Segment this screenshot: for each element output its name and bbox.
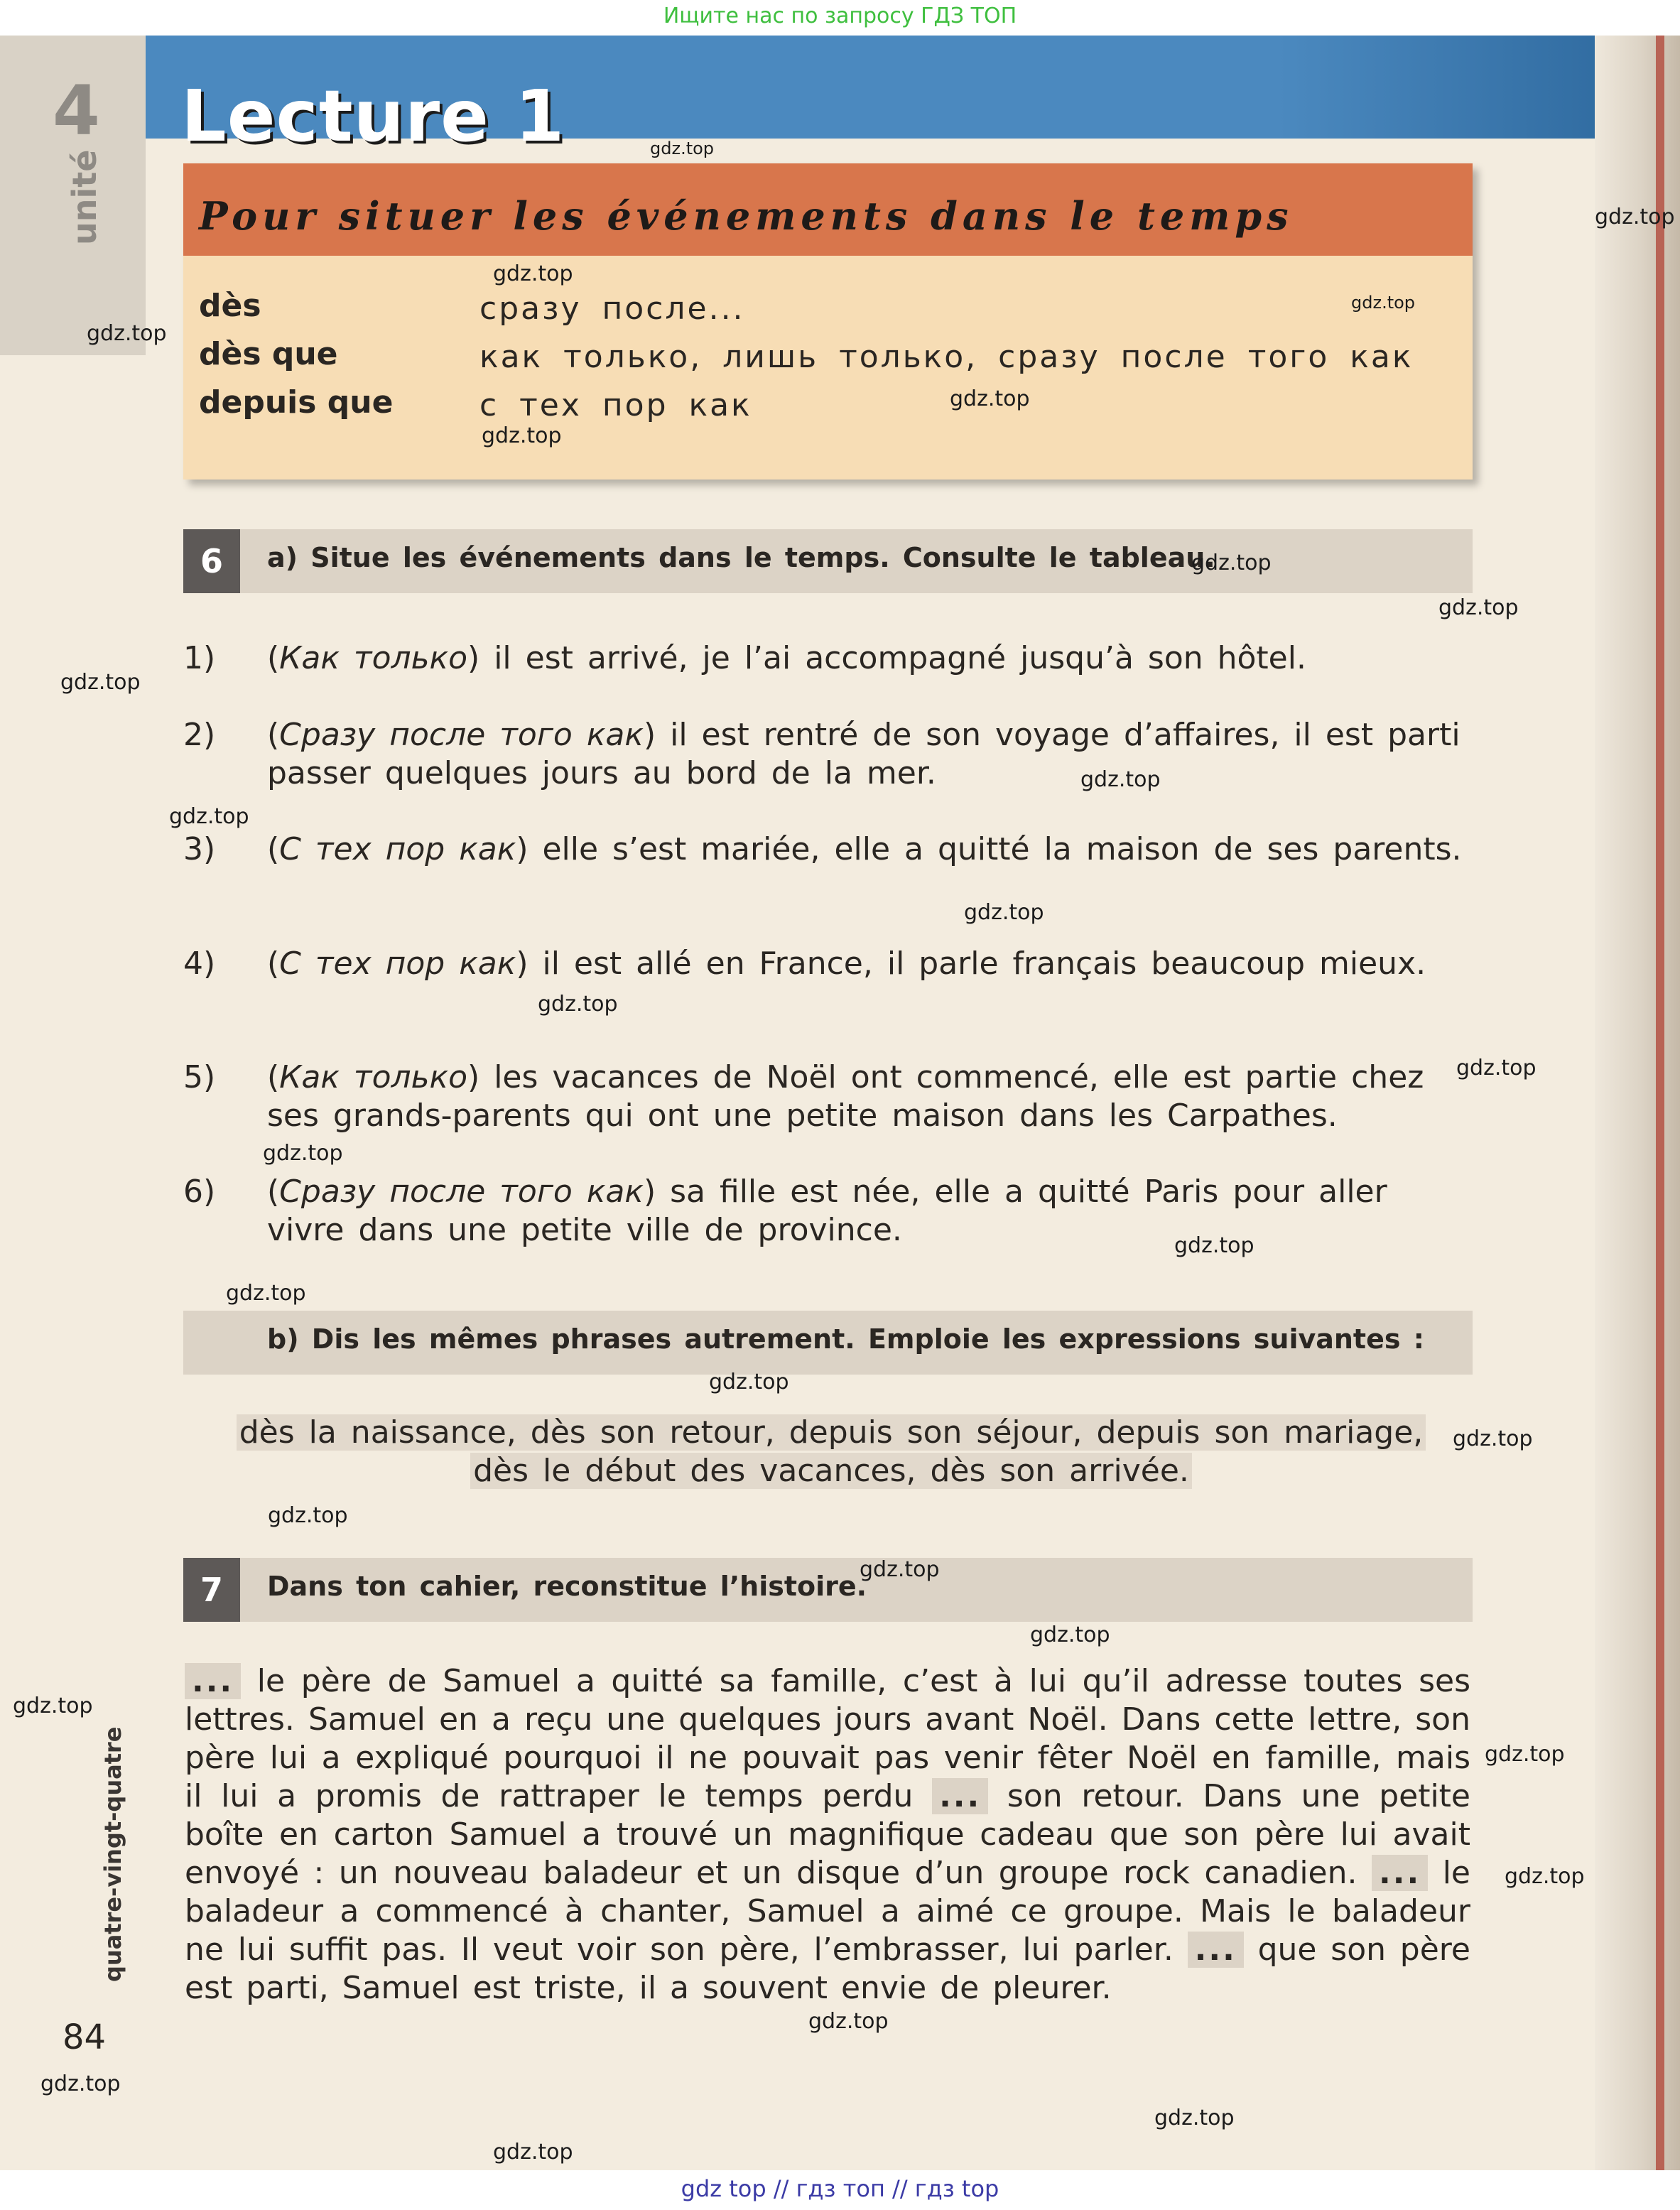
watermark: gdz.top (1191, 551, 1272, 575)
watermark: gdz.top (538, 992, 618, 1017)
page-number: 84 (63, 2017, 107, 2057)
story-part: le baladeur a commencé à chanter, Samuel a aimé ce groupe. Mais le baladeur ne lui suffit pas. Il veut voir son père, l’embrasser, lui parler. (185, 1855, 1471, 1968)
item-number: 6) (183, 1174, 216, 1210)
item-text: (С тех пор как) il est allé en France, il parle français beaucoup mieux. (267, 946, 1426, 982)
watermark: gdz.top (169, 804, 249, 829)
watermark: gdz.top (1351, 293, 1416, 313)
watermark: gdz.top (1030, 1623, 1110, 1647)
watermark: gdz.top (1174, 1233, 1254, 1258)
exercise-instruction: b) Dis les mêmes phrases autrement. Emploie les expressions suivantes : (267, 1323, 1424, 1355)
watermark: gdz.top (268, 1503, 348, 1528)
gap-placeholder: ... (1188, 1932, 1244, 1968)
gap-placeholder: ... (185, 1663, 241, 1699)
unit-label: unité (65, 149, 104, 245)
watermark: gdz.top (1154, 2106, 1235, 2130)
watermark: gdz.top (1453, 1426, 1533, 1451)
watermark: gdz.top (482, 423, 562, 448)
grammar-row-french: dès (199, 288, 261, 324)
exercise-7-header (183, 1558, 1473, 1622)
item-number: 3) (183, 831, 216, 867)
watermark: gdz.top (60, 670, 141, 695)
watermark: gdz.top (87, 321, 167, 346)
story-part: que son père est parti, Samuel est triste, il a souvent envie de pleurer. (185, 1932, 1470, 2006)
item-hint: С тех пор как (279, 831, 516, 867)
item-sentence: ) sa fille est née, elle a quitté Paris pour aller vivre dans une petite ville de province. (267, 1174, 1387, 1248)
watermark: gdz.top (1595, 205, 1675, 229)
exercise-number: 6 (183, 529, 240, 593)
page-number-words: quatre-vingt-quatre (99, 1726, 126, 1982)
watermark: gdz.top (1438, 595, 1519, 620)
story-part: le père de Samuel a quitté sa famille, c’est à lui qu’il adresse toutes ses lettres. Samuel en a reçu une quelques jours avant Noël. Dans cette lettre, son père lui a expliqué pourquoi il ne pouvait pas venir fêter Noël en famille, mais il lui a promis de rattraper le temps perdu (185, 1663, 1470, 1814)
story-text (185, 1662, 1470, 2008)
expressions-line: dès le début des vacances, dès son arrivée. (470, 1453, 1192, 1489)
lesson-title: Lecture 1 (181, 75, 565, 158)
item-sentence: ) il est arrivé, je l’ai accompagné jusqu’à son hôtel. (467, 640, 1306, 676)
watermark: gdz.top (1080, 767, 1161, 792)
item-hint: Как только (279, 640, 468, 676)
item-sentence: ) il est allé en France, il parle français beaucoup mieux. (516, 946, 1426, 982)
item-hint: Как только (279, 1059, 468, 1095)
grammar-row-russian: как только, лишь только, сразу после того как (479, 339, 1414, 375)
gap-placeholder: ... (1372, 1855, 1428, 1891)
expressions-line: dès la naissance, dès son retour, depuis son séjour, depuis son mariage, (237, 1414, 1426, 1451)
watermark: gdz.top (13, 1694, 93, 1718)
watermark: gdz.top (226, 1281, 306, 1306)
watermark: gdz.top (709, 1370, 789, 1394)
exercise-instruction: Dans ton cahier, reconstitue l’histoire. (267, 1571, 867, 1602)
exercise-instruction: a) Situe les événements dans le temps. Consulte le tableau. (267, 542, 1215, 573)
watermark: gdz.top (650, 139, 715, 158)
expressions-list (206, 1414, 1456, 1490)
grammar-row-russian: сразу после... (479, 291, 745, 327)
watermark: gdz.top (1456, 1056, 1537, 1080)
item-hint: С тех пор как (279, 946, 516, 982)
search-hint: Ищите нас по запросу ГДЗ ТОП (0, 0, 1680, 36)
item-text: (Сразу после того как) sa fille est née, elle a quitté Paris pour aller vivre dans une petite ville de province. (267, 1174, 1387, 1248)
story-part: son retour. Dans une petite boîte en carton Samuel a trouvé un magnifique cadeau que son père lui avait envoyé : un nouveau baladeur et un disque d’un groupe rock canadien. (185, 1778, 1471, 1891)
watermark: gdz.top (1485, 1742, 1565, 1767)
exercise-6a-header (183, 529, 1473, 593)
grammar-table-header (183, 163, 1473, 256)
watermark: gdz.top (808, 2009, 889, 2034)
watermark: gdz.top (263, 1141, 343, 1166)
unit-number: 4 (53, 71, 100, 151)
item-text: (Как только) les vacances de Noël ont commencé, elle est partie chez ses grands-parents qui ont une petite maison dans les Carpathes. (267, 1059, 1424, 1134)
item-hint: Сразу после того как (279, 1174, 644, 1210)
grammar-row-french: dès que (199, 336, 338, 372)
item-hint: Сразу после того как (279, 717, 644, 753)
watermark: gdz.top (860, 1557, 940, 1582)
exercise-number: 7 (183, 1558, 240, 1622)
item-number: 1) (183, 640, 216, 676)
grammar-row-russian: с тех пор как (479, 387, 752, 423)
watermark: gdz.top (950, 386, 1030, 411)
exercise-6b-header (183, 1311, 1473, 1375)
footer-note: gdz top // гдз топ // гдз top (0, 2170, 1680, 2210)
watermark: gdz.top (40, 2071, 121, 2096)
watermark: gdz.top (1505, 1864, 1585, 1889)
grammar-table (183, 163, 1473, 480)
item-number: 5) (183, 1059, 216, 1095)
item-sentence: ) les vacances de Noël ont commencé, elle est partie chez ses grands-parents qui ont une petite maison dans les Carpathes. (267, 1059, 1424, 1134)
item-sentence: ) elle s’est mariée, elle a quitté la maison de ses parents. (516, 831, 1462, 867)
watermark: gdz.top (964, 900, 1044, 925)
item-text: (Сразу после того как) il est rentré de son voyage d’affaires, il est parti passer quelques jours au bord de la mer. (267, 717, 1460, 791)
item-text: (Как только) il est arrivé, je l’ai accompagné jusqu’à son hôtel. (267, 640, 1306, 676)
item-sentence: ) il est rentré de son voyage d’affaires, il est parti passer quelques jours au bord de la mer. (267, 717, 1460, 791)
page-binding (1595, 36, 1680, 2181)
item-number: 2) (183, 717, 216, 753)
grammar-row-french: depuis que (199, 384, 394, 421)
grammar-table-title: Pour situer les événements dans le temps (199, 193, 1294, 239)
watermark: gdz.top (493, 2140, 573, 2165)
item-text: (С тех пор как) elle s’est mariée, elle a quitté la maison de ses parents. (267, 831, 1462, 867)
watermark: gdz.top (493, 261, 573, 286)
item-number: 4) (183, 946, 216, 982)
gap-placeholder: ... (932, 1778, 988, 1814)
